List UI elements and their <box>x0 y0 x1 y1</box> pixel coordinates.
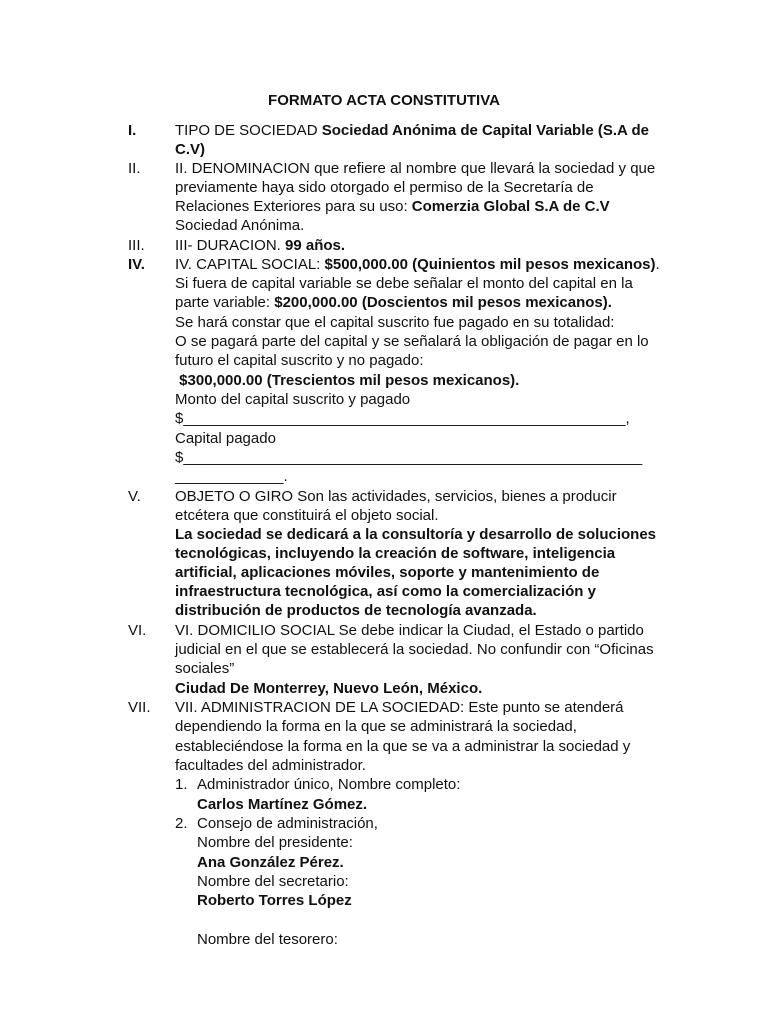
section-i-value: Sociedad Anónima de Capital Variable (S.A de <box>321 122 650 139</box>
capital-value: $500,000.00 (Quinientos mil pesos mexicanos) <box>324 256 656 273</box>
section-v-line-1: OBJETO O GIRO Son las actividades, servicios, bienes a producir <box>175 488 617 505</box>
board-label: Consejo de administración, <box>197 815 378 832</box>
section-number-vi: VI. <box>128 622 147 639</box>
section-vii-line-1: VII. ADMINISTRACION DE LA SOCIEDAD: Este punto se atenderá <box>175 699 624 716</box>
capital-period: . <box>655 256 660 273</box>
section-vi-line-2: judicial en el que se establecerá la sociedad. No confundir con “Oficinas <box>175 641 654 658</box>
subscribed-capital-blank: $_____________________________________________________, <box>175 410 630 427</box>
capital-label: IV. CAPITAL SOCIAL: <box>175 256 325 273</box>
paid-capital-blank: $_______________________________________________________ <box>175 449 643 466</box>
section-vi-line-1: VI. DOMICILIO SOCIAL Se debe indicar la Ciudad, el Estado o partido <box>175 622 644 639</box>
section-number-iii: III. <box>128 237 145 254</box>
section-v-line-2: etcétera que constituirá el objeto social. <box>175 507 439 524</box>
section-number-v: V. <box>128 488 141 505</box>
section-iv-line-8: Monto del capital suscrito y pagado <box>175 391 411 408</box>
list-item-number-1: 1. <box>175 776 188 793</box>
section-number-vii: VII. <box>128 699 151 716</box>
section-iv-line-6: futuro el capital suscrito y no pagado: <box>175 352 424 369</box>
business-purpose-line-4: infraestructura tecnológica, así como la comercialización y <box>175 583 596 600</box>
treasurer-label: Nombre del tesorero: <box>197 931 338 948</box>
section-iii-label: III- DURACION. <box>175 237 286 254</box>
variable-label: parte variable: <box>175 294 275 311</box>
list-item-number-2: 2. <box>175 815 188 832</box>
paid-capital-blank-cont: _____________. <box>175 468 288 485</box>
company-name: Comerzia Global S.A de C.V <box>411 198 610 215</box>
section-iv-line-5: O se pagará parte del capital y se señalará la obligación de pagar en lo <box>175 333 649 350</box>
section-iv-line-1 <box>175 255 660 274</box>
president-name: Ana González Pérez. <box>197 854 344 871</box>
section-i-label: TIPO DE SOCIEDAD <box>175 122 322 139</box>
section-iv-line-4: Se hará constar que el capital suscrito fue pagado en su totalidad: <box>175 314 615 331</box>
president-label: Nombre del presidente: <box>197 834 353 851</box>
document-title: FORMATO ACTA CONSTITUTIVA <box>268 92 500 109</box>
section-number-ii: II. <box>128 160 141 177</box>
section-iv-line-3 <box>175 293 612 312</box>
sole-administrator-label: Administrador único, Nombre completo: <box>197 776 461 793</box>
section-iv-line-10: Capital pagado <box>175 430 276 447</box>
business-purpose-line-2: tecnológicas, incluyendo la creación de software, inteligencia <box>175 545 616 562</box>
section-vii-line-3: estableciéndose la forma en la que se va a administrar la sociedad y <box>175 738 631 755</box>
section-ii-line-2: previamente haya sido otorgado el permiso de la Secretaría de <box>175 179 594 196</box>
unpaid-capital-value: $300,000.00 (Trescientos mil pesos mexicanos). <box>175 372 520 389</box>
variable-capital-value: $200,000.00 (Doscientos mil pesos mexicanos). <box>274 294 612 311</box>
sole-administrator-name: Carlos Martínez Gómez. <box>197 796 368 813</box>
section-iv-line-2: Si fuera de capital variable se debe señalar el monto del capital en la <box>175 275 633 292</box>
section-iv-line-7 <box>175 371 519 390</box>
section-vii-line-4: facultades del administrador. <box>175 757 366 774</box>
section-iii-line <box>175 236 345 255</box>
business-purpose-line-1: La sociedad se dedicará a la consultoría y desarrollo de soluciones <box>175 526 657 543</box>
section-number-i: I. <box>128 122 137 139</box>
section-vi-line-3: sociales” <box>175 660 235 677</box>
duration-value: 99 años. <box>285 237 346 254</box>
section-vii-line-2: dependiendo la forma en la que se administrará la sociedad, <box>175 718 577 735</box>
section-ii-line-1: II. DENOMINACION que refiere al nombre que llevará la sociedad y que <box>175 160 656 177</box>
secretary-name: Roberto Torres López <box>197 892 352 909</box>
section-number-iv: IV. <box>128 256 145 273</box>
section-ii-text: Relaciones Exteriores para su uso: <box>175 198 412 215</box>
section-ii-line-4: Sociedad Anónima. <box>175 217 305 234</box>
secretary-label: Nombre del secretario: <box>197 873 349 890</box>
section-i-line-2 <box>175 140 205 159</box>
section-i-line-1 <box>175 121 649 140</box>
business-purpose-line-5: distribución de productos de tecnología avanzada. <box>175 602 537 619</box>
section-ii-line-3 <box>175 197 610 216</box>
registered-address: Ciudad De Monterrey, Nuevo León, México. <box>175 680 483 697</box>
business-purpose-line-3: artificial, aplicaciones móviles, soporte y mantenimiento de <box>175 564 600 581</box>
section-i-value-cont: C.V) <box>175 141 205 158</box>
